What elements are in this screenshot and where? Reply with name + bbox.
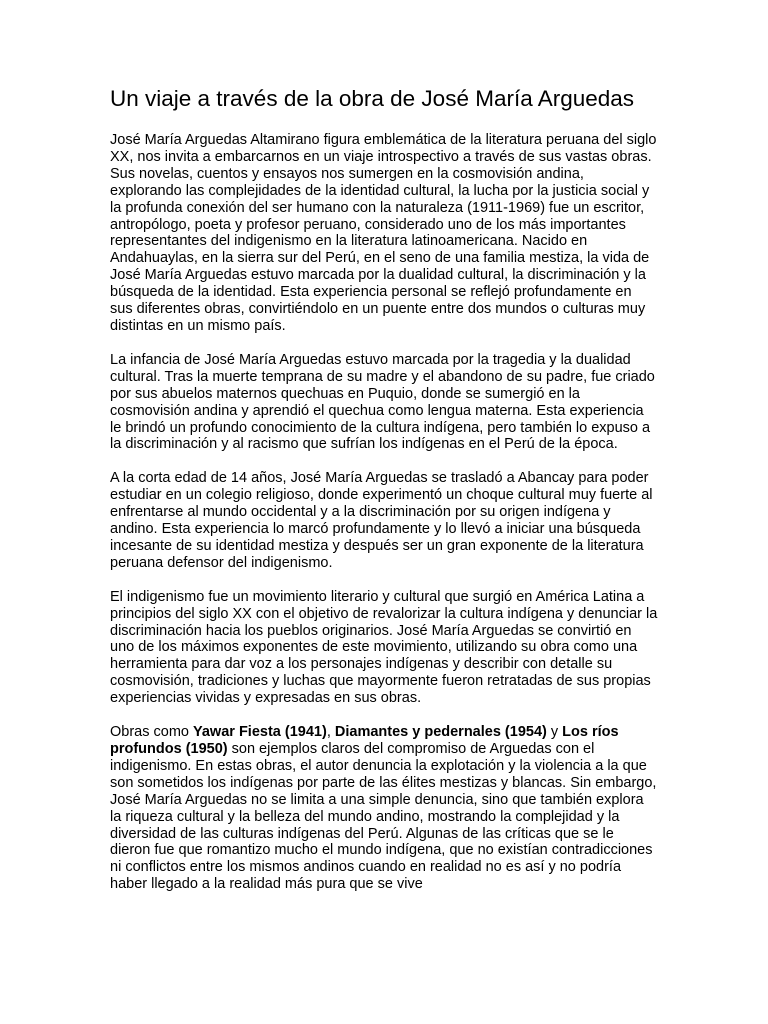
paragraph-works [110,724,658,893]
paragraph-intro: José María Arguedas Altamirano figura emblemática de la literatura peruana del siglo XX, nos invita a embarcarnos en un viaje introspectivo a través de sus vastas obras. Sus novelas, cuentos y ensayos nos sumergen en la cosmovisión andina, explorando las complejidades de la identidad cultural, la lucha por la justicia social y la profunda conexión del ser humano con la naturaleza (1911-1969) fue un escritor, antropólogo, poeta y profesor peruano, considerado uno de los más importantes representantes del indigenismo en la literatura latinoamericana. Nacido en Andahuaylas, en la sierra sur del Perú, en el seno de una familia mestiza, la vida de José María Arguedas estuvo marcada por la dualidad cultural, la discriminación y la búsqueda de la identidad. Esta experiencia personal se reflejó profundamente en sus diferentes obras, convirtiéndolo en un puente entre dos mundos o culturas muy distintas en un mismo país. [110,132,657,334]
work-title-rios-profundos: Los ríos profundos (1950) [110,724,619,757]
paragraph-abancay: A la corta edad de 14 años, José María Arguedas se trasladó a Abancay para poder estudiar en un colegio religioso, donde experimentó un choque cultural muy fuerte al enfrentarse al mundo occidental y a la discriminación por su origen indígena y andino. Esta experiencia lo marcó profundamente y lo llevó a iniciar una búsqueda incesante de su identidad mestiza y después ser un gran exponente de la literatura peruana defensor del indigenismo. [110,470,653,571]
paragraph-indigenismo: El indigenismo fue un movimiento literario y cultural que surgió en América Latina a principios del siglo XX con el objetivo de revalorizar la cultura indígena y denunciar la discriminación hacia los pueblos originarios. José María Arguedas se convirtió en uno de los máximos exponentes de este movimiento, utilizando su obra como una herramienta para dar voz a los personajes indígenas y describir con detalle su cosmovisión, tradiciones y luchas que mayormente fueron retratadas de sus propias experiencias vividas y expresadas en sus obras. [110,588,658,707]
works-separator-1: , [326,724,335,741]
works-intro-text: Obras como [110,724,193,741]
document-page [110,84,658,910]
works-separator-2: y [546,724,563,741]
paragraph-childhood: La infancia de José María Arguedas estuvo marcada por la tragedia y la dualidad cultural. Tras la muerte temprana de su madre y el abandono de su padre, fue criado por sus abuelos maternos quechuas en Puquio, donde se sumergió en la cosmovisión andina y aprendió el quechua como lengua materna. Esta experiencia le brindó un profundo conocimiento de la cultura indígena, pero también lo expuso a la discriminación y al racismo que sufrían los indígenas en el Perú de la época. [110,351,655,453]
work-title-yawar-fiesta: Yawar Fiesta (1941) [193,724,327,741]
work-title-diamantes: Diamantes y pedernales (1954) [334,724,547,741]
works-body-text: son ejemplos claros del compromiso de Arguedas con el indigenismo. En estas obras, el autor denuncia la explotación y la violencia a la que son sometidos los indígenas por parte de las élites mestizas y blancas. Sin embargo, José María Arguedas no se limita a una simple denuncia, sino que también explora la riqueza cultural y la belleza del mundo andino, mostrando la complejidad y la diversidad de las culturas indígenas del Perú. Algunas de las críticas que se le dieron fue que romantizo mucho el mundo indígena, que no existían contradicciones ni conflictos entre los mismos andinos cuando en realidad no es así y no podría haber llegado a la realidad más pura que se vive [110,741,657,893]
document-title: Un viaje a través de la obra de José María Arguedas [110,86,635,111]
